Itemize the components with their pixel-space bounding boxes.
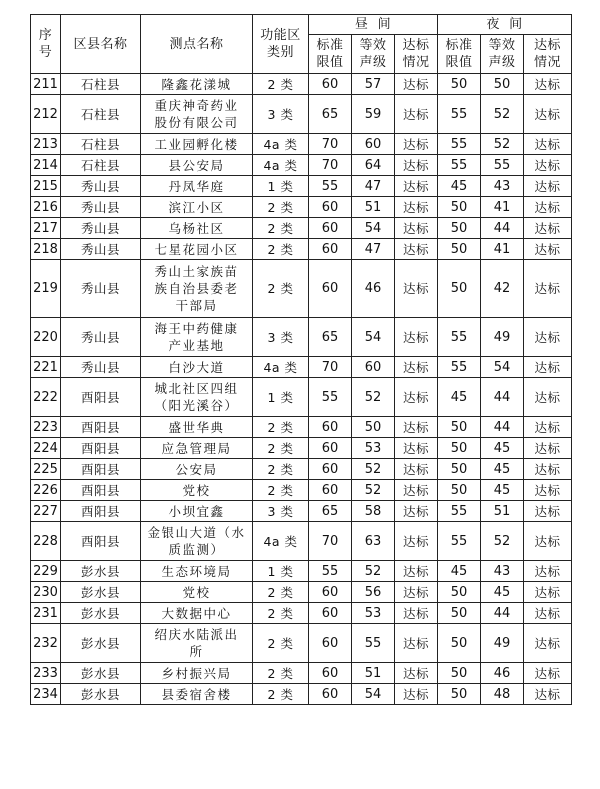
night-status-cell: 达标: [524, 95, 572, 134]
header-district: 区县名称: [61, 15, 141, 74]
day-status-cell: 达标: [395, 134, 438, 155]
site-cell: 应急管理局: [141, 438, 253, 459]
zone-cell: 4a 类: [253, 155, 309, 176]
table-row: [31, 501, 572, 522]
site-cell: 乡村振兴局: [141, 663, 253, 684]
night-level-cell: 42: [481, 260, 524, 318]
night-level-cell: 49: [481, 624, 524, 663]
district-cell: 彭水县: [61, 582, 141, 603]
site-cell: 党校: [141, 480, 253, 501]
day-level-cell: 50: [352, 417, 395, 438]
night-level-cell: 41: [481, 197, 524, 218]
day-status-cell: 达标: [395, 378, 438, 417]
day-level-cell: 47: [352, 176, 395, 197]
seq-cell: 216: [31, 197, 61, 218]
site-cell: 工业园孵化楼: [141, 134, 253, 155]
site-cell: 海王中药健康 产业基地: [141, 318, 253, 357]
zone-cell: 2 类: [253, 459, 309, 480]
table-row: [31, 624, 572, 663]
night-status-cell: 达标: [524, 684, 572, 705]
district-cell: 秀山县: [61, 318, 141, 357]
site-cell: 丹凤华庭: [141, 176, 253, 197]
table-row: [31, 522, 572, 561]
site-cell: 七星花园小区: [141, 239, 253, 260]
day-status-cell: 达标: [395, 603, 438, 624]
site-cell: 党校: [141, 582, 253, 603]
night-status-cell: 达标: [524, 624, 572, 663]
day-standard-cell: 60: [309, 582, 352, 603]
table-row: [31, 134, 572, 155]
site-cell: 绍庆水陆派出 所: [141, 624, 253, 663]
day-status-cell: 达标: [395, 459, 438, 480]
day-level-cell: 52: [352, 561, 395, 582]
seq-cell: 218: [31, 239, 61, 260]
seq-cell: 214: [31, 155, 61, 176]
zone-cell: 4a 类: [253, 522, 309, 561]
table-row: [31, 239, 572, 260]
night-status-cell: 达标: [524, 582, 572, 603]
day-status-cell: 达标: [395, 624, 438, 663]
night-standard-cell: 50: [438, 624, 481, 663]
night-status-cell: 达标: [524, 378, 572, 417]
night-level-cell: 54: [481, 357, 524, 378]
night-standard-cell: 55: [438, 134, 481, 155]
day-status-cell: 达标: [395, 684, 438, 705]
district-cell: 彭水县: [61, 663, 141, 684]
table-row: [31, 417, 572, 438]
district-cell: 彭水县: [61, 684, 141, 705]
seq-cell: 234: [31, 684, 61, 705]
day-standard-cell: 60: [309, 603, 352, 624]
night-status-cell: 达标: [524, 417, 572, 438]
seq-cell: 229: [31, 561, 61, 582]
night-level-cell: 41: [481, 239, 524, 260]
seq-cell: 225: [31, 459, 61, 480]
district-cell: 彭水县: [61, 603, 141, 624]
night-status-cell: 达标: [524, 318, 572, 357]
header-night-level: 等效 声级: [481, 35, 524, 74]
day-status-cell: 达标: [395, 582, 438, 603]
district-cell: 酉阳县: [61, 501, 141, 522]
night-status-cell: 达标: [524, 438, 572, 459]
day-status-cell: 达标: [395, 480, 438, 501]
day-standard-cell: 60: [309, 480, 352, 501]
header-seq: 序 号: [31, 15, 61, 74]
site-cell: 金银山大道（水 质监测）: [141, 522, 253, 561]
zone-cell: 2 类: [253, 417, 309, 438]
day-status-cell: 达标: [395, 74, 438, 95]
zone-cell: 1 类: [253, 378, 309, 417]
day-standard-cell: 60: [309, 74, 352, 95]
day-status-cell: 达标: [395, 176, 438, 197]
district-cell: 秀山县: [61, 197, 141, 218]
site-cell: 大数据中心: [141, 603, 253, 624]
zone-cell: 4a 类: [253, 134, 309, 155]
header-row-1: [31, 15, 572, 35]
day-level-cell: 64: [352, 155, 395, 176]
header-night-standard: 标准 限值: [438, 35, 481, 74]
day-status-cell: 达标: [395, 501, 438, 522]
site-cell: 县公安局: [141, 155, 253, 176]
day-status-cell: 达标: [395, 318, 438, 357]
district-cell: 酉阳县: [61, 378, 141, 417]
table-row: [31, 95, 572, 134]
night-status-cell: 达标: [524, 459, 572, 480]
header-night-status: 达标 情况: [524, 35, 572, 74]
header-zone: 功能区 类别: [253, 15, 309, 74]
day-standard-cell: 60: [309, 459, 352, 480]
day-level-cell: 54: [352, 218, 395, 239]
table-row: [31, 459, 572, 480]
day-status-cell: 达标: [395, 561, 438, 582]
seq-cell: 213: [31, 134, 61, 155]
day-level-cell: 55: [352, 624, 395, 663]
table-row: [31, 357, 572, 378]
zone-cell: 2 类: [253, 197, 309, 218]
day-standard-cell: 65: [309, 95, 352, 134]
district-cell: 秀山县: [61, 176, 141, 197]
day-level-cell: 60: [352, 134, 395, 155]
night-standard-cell: 50: [438, 438, 481, 459]
header-day-standard: 标准 限值: [309, 35, 352, 74]
day-standard-cell: 55: [309, 561, 352, 582]
day-standard-cell: 60: [309, 417, 352, 438]
table-row: [31, 155, 572, 176]
night-standard-cell: 55: [438, 318, 481, 357]
day-standard-cell: 65: [309, 501, 352, 522]
seq-cell: 230: [31, 582, 61, 603]
night-standard-cell: 50: [438, 480, 481, 501]
day-standard-cell: 55: [309, 176, 352, 197]
seq-cell: 233: [31, 663, 61, 684]
day-standard-cell: 60: [309, 260, 352, 318]
night-level-cell: 44: [481, 378, 524, 417]
night-status-cell: 达标: [524, 155, 572, 176]
zone-cell: 2 类: [253, 624, 309, 663]
seq-cell: 221: [31, 357, 61, 378]
zone-cell: 3 类: [253, 318, 309, 357]
day-standard-cell: 60: [309, 218, 352, 239]
table-body: [31, 74, 572, 705]
day-standard-cell: 65: [309, 318, 352, 357]
district-cell: 彭水县: [61, 624, 141, 663]
seq-cell: 217: [31, 218, 61, 239]
day-level-cell: 58: [352, 501, 395, 522]
table-row: [31, 176, 572, 197]
zone-cell: 2 类: [253, 684, 309, 705]
night-level-cell: 46: [481, 663, 524, 684]
night-standard-cell: 50: [438, 260, 481, 318]
zone-cell: 4a 类: [253, 357, 309, 378]
day-status-cell: 达标: [395, 95, 438, 134]
night-standard-cell: 50: [438, 417, 481, 438]
seq-cell: 224: [31, 438, 61, 459]
day-standard-cell: 70: [309, 522, 352, 561]
zone-cell: 2 类: [253, 218, 309, 239]
day-standard-cell: 55: [309, 378, 352, 417]
day-level-cell: 52: [352, 480, 395, 501]
night-standard-cell: 55: [438, 357, 481, 378]
day-status-cell: 达标: [395, 239, 438, 260]
night-standard-cell: 50: [438, 582, 481, 603]
header-day-status: 达标 情况: [395, 35, 438, 74]
district-cell: 石柱县: [61, 95, 141, 134]
table-row: [31, 378, 572, 417]
night-level-cell: 52: [481, 522, 524, 561]
night-status-cell: 达标: [524, 74, 572, 95]
day-standard-cell: 60: [309, 624, 352, 663]
day-level-cell: 51: [352, 663, 395, 684]
table-row: [31, 480, 572, 501]
zone-cell: 3 类: [253, 501, 309, 522]
day-status-cell: 达标: [395, 522, 438, 561]
night-status-cell: 达标: [524, 260, 572, 318]
day-level-cell: 52: [352, 459, 395, 480]
site-cell: 白沙大道: [141, 357, 253, 378]
district-cell: 酉阳县: [61, 480, 141, 501]
night-level-cell: 44: [481, 603, 524, 624]
day-status-cell: 达标: [395, 260, 438, 318]
night-standard-cell: 45: [438, 378, 481, 417]
site-cell: 秀山土家族苗 族自治县委老 干部局: [141, 260, 253, 318]
night-standard-cell: 50: [438, 459, 481, 480]
day-standard-cell: 70: [309, 357, 352, 378]
header-daytime: 昼 间: [309, 15, 438, 35]
header-nighttime: 夜 间: [438, 15, 572, 35]
night-level-cell: 50: [481, 74, 524, 95]
district-cell: 酉阳县: [61, 522, 141, 561]
district-cell: 酉阳县: [61, 459, 141, 480]
night-level-cell: 43: [481, 176, 524, 197]
header-site: 测点名称: [141, 15, 253, 74]
day-level-cell: 57: [352, 74, 395, 95]
night-level-cell: 55: [481, 155, 524, 176]
night-status-cell: 达标: [524, 480, 572, 501]
seq-cell: 227: [31, 501, 61, 522]
night-level-cell: 49: [481, 318, 524, 357]
district-cell: 彭水县: [61, 561, 141, 582]
site-cell: 生态环境局: [141, 561, 253, 582]
table-row: [31, 74, 572, 95]
night-status-cell: 达标: [524, 663, 572, 684]
night-standard-cell: 50: [438, 603, 481, 624]
table-row: [31, 260, 572, 318]
table-row: [31, 663, 572, 684]
site-cell: 隆鑫花漾城: [141, 74, 253, 95]
zone-cell: 2 类: [253, 480, 309, 501]
day-level-cell: 52: [352, 378, 395, 417]
site-cell: 县委宿舍楼: [141, 684, 253, 705]
night-status-cell: 达标: [524, 357, 572, 378]
night-level-cell: 52: [481, 95, 524, 134]
night-level-cell: 45: [481, 582, 524, 603]
seq-cell: 215: [31, 176, 61, 197]
zone-cell: 2 类: [253, 74, 309, 95]
seq-cell: 228: [31, 522, 61, 561]
zone-cell: 2 类: [253, 603, 309, 624]
zone-cell: 3 类: [253, 95, 309, 134]
day-level-cell: 60: [352, 357, 395, 378]
day-standard-cell: 60: [309, 197, 352, 218]
zone-cell: 2 类: [253, 438, 309, 459]
night-status-cell: 达标: [524, 603, 572, 624]
seq-cell: 220: [31, 318, 61, 357]
district-cell: 酉阳县: [61, 417, 141, 438]
night-level-cell: 51: [481, 501, 524, 522]
table-row: [31, 561, 572, 582]
night-standard-cell: 45: [438, 176, 481, 197]
night-level-cell: 45: [481, 459, 524, 480]
table-row: [31, 582, 572, 603]
day-level-cell: 63: [352, 522, 395, 561]
day-standard-cell: 60: [309, 438, 352, 459]
district-cell: 石柱县: [61, 134, 141, 155]
day-level-cell: 54: [352, 318, 395, 357]
table-row: [31, 318, 572, 357]
night-level-cell: 44: [481, 417, 524, 438]
seq-cell: 212: [31, 95, 61, 134]
district-cell: 秀山县: [61, 260, 141, 318]
night-status-cell: 达标: [524, 501, 572, 522]
day-status-cell: 达标: [395, 438, 438, 459]
day-standard-cell: 70: [309, 134, 352, 155]
seq-cell: 222: [31, 378, 61, 417]
site-cell: 城北社区四组 （阳光溪谷）: [141, 378, 253, 417]
header-day-level: 等效 声级: [352, 35, 395, 74]
table-row: [31, 603, 572, 624]
night-level-cell: 52: [481, 134, 524, 155]
night-level-cell: 48: [481, 684, 524, 705]
night-standard-cell: 55: [438, 522, 481, 561]
district-cell: 秀山县: [61, 357, 141, 378]
noise-monitoring-table: [30, 14, 572, 705]
table-row: [31, 218, 572, 239]
night-standard-cell: 50: [438, 197, 481, 218]
day-status-cell: 达标: [395, 218, 438, 239]
seq-cell: 223: [31, 417, 61, 438]
night-standard-cell: 50: [438, 218, 481, 239]
night-level-cell: 45: [481, 438, 524, 459]
day-standard-cell: 60: [309, 684, 352, 705]
night-standard-cell: 45: [438, 561, 481, 582]
day-level-cell: 54: [352, 684, 395, 705]
site-cell: 小坝宜鑫: [141, 501, 253, 522]
night-status-cell: 达标: [524, 197, 572, 218]
night-standard-cell: 55: [438, 155, 481, 176]
day-status-cell: 达标: [395, 155, 438, 176]
night-standard-cell: 55: [438, 501, 481, 522]
night-level-cell: 43: [481, 561, 524, 582]
day-status-cell: 达标: [395, 357, 438, 378]
night-status-cell: 达标: [524, 239, 572, 260]
day-status-cell: 达标: [395, 663, 438, 684]
district-cell: 石柱县: [61, 74, 141, 95]
day-status-cell: 达标: [395, 417, 438, 438]
night-status-cell: 达标: [524, 522, 572, 561]
zone-cell: 2 类: [253, 663, 309, 684]
day-level-cell: 47: [352, 239, 395, 260]
night-status-cell: 达标: [524, 561, 572, 582]
seq-cell: 231: [31, 603, 61, 624]
district-cell: 石柱县: [61, 155, 141, 176]
night-standard-cell: 50: [438, 684, 481, 705]
night-status-cell: 达标: [524, 134, 572, 155]
district-cell: 酉阳县: [61, 438, 141, 459]
day-level-cell: 56: [352, 582, 395, 603]
night-level-cell: 44: [481, 218, 524, 239]
site-cell: 滨江小区: [141, 197, 253, 218]
zone-cell: 2 类: [253, 582, 309, 603]
night-standard-cell: 50: [438, 239, 481, 260]
day-standard-cell: 60: [309, 239, 352, 260]
site-cell: 公安局: [141, 459, 253, 480]
site-cell: 盛世华典: [141, 417, 253, 438]
district-cell: 秀山县: [61, 218, 141, 239]
table-row: [31, 684, 572, 705]
zone-cell: 2 类: [253, 260, 309, 318]
day-status-cell: 达标: [395, 197, 438, 218]
district-cell: 秀山县: [61, 239, 141, 260]
seq-cell: 219: [31, 260, 61, 318]
site-cell: 乌杨社区: [141, 218, 253, 239]
table-row: [31, 438, 572, 459]
seq-cell: 211: [31, 74, 61, 95]
zone-cell: 2 类: [253, 239, 309, 260]
table-row: [31, 197, 572, 218]
day-standard-cell: 70: [309, 155, 352, 176]
day-level-cell: 46: [352, 260, 395, 318]
day-level-cell: 53: [352, 438, 395, 459]
zone-cell: 1 类: [253, 561, 309, 582]
site-cell: 重庆神奇药业 股份有限公司: [141, 95, 253, 134]
night-status-cell: 达标: [524, 218, 572, 239]
day-standard-cell: 60: [309, 663, 352, 684]
seq-cell: 232: [31, 624, 61, 663]
night-standard-cell: 50: [438, 663, 481, 684]
day-level-cell: 53: [352, 603, 395, 624]
day-level-cell: 59: [352, 95, 395, 134]
night-status-cell: 达标: [524, 176, 572, 197]
seq-cell: 226: [31, 480, 61, 501]
zone-cell: 1 类: [253, 176, 309, 197]
night-level-cell: 45: [481, 480, 524, 501]
night-standard-cell: 50: [438, 74, 481, 95]
day-level-cell: 51: [352, 197, 395, 218]
night-standard-cell: 55: [438, 95, 481, 134]
